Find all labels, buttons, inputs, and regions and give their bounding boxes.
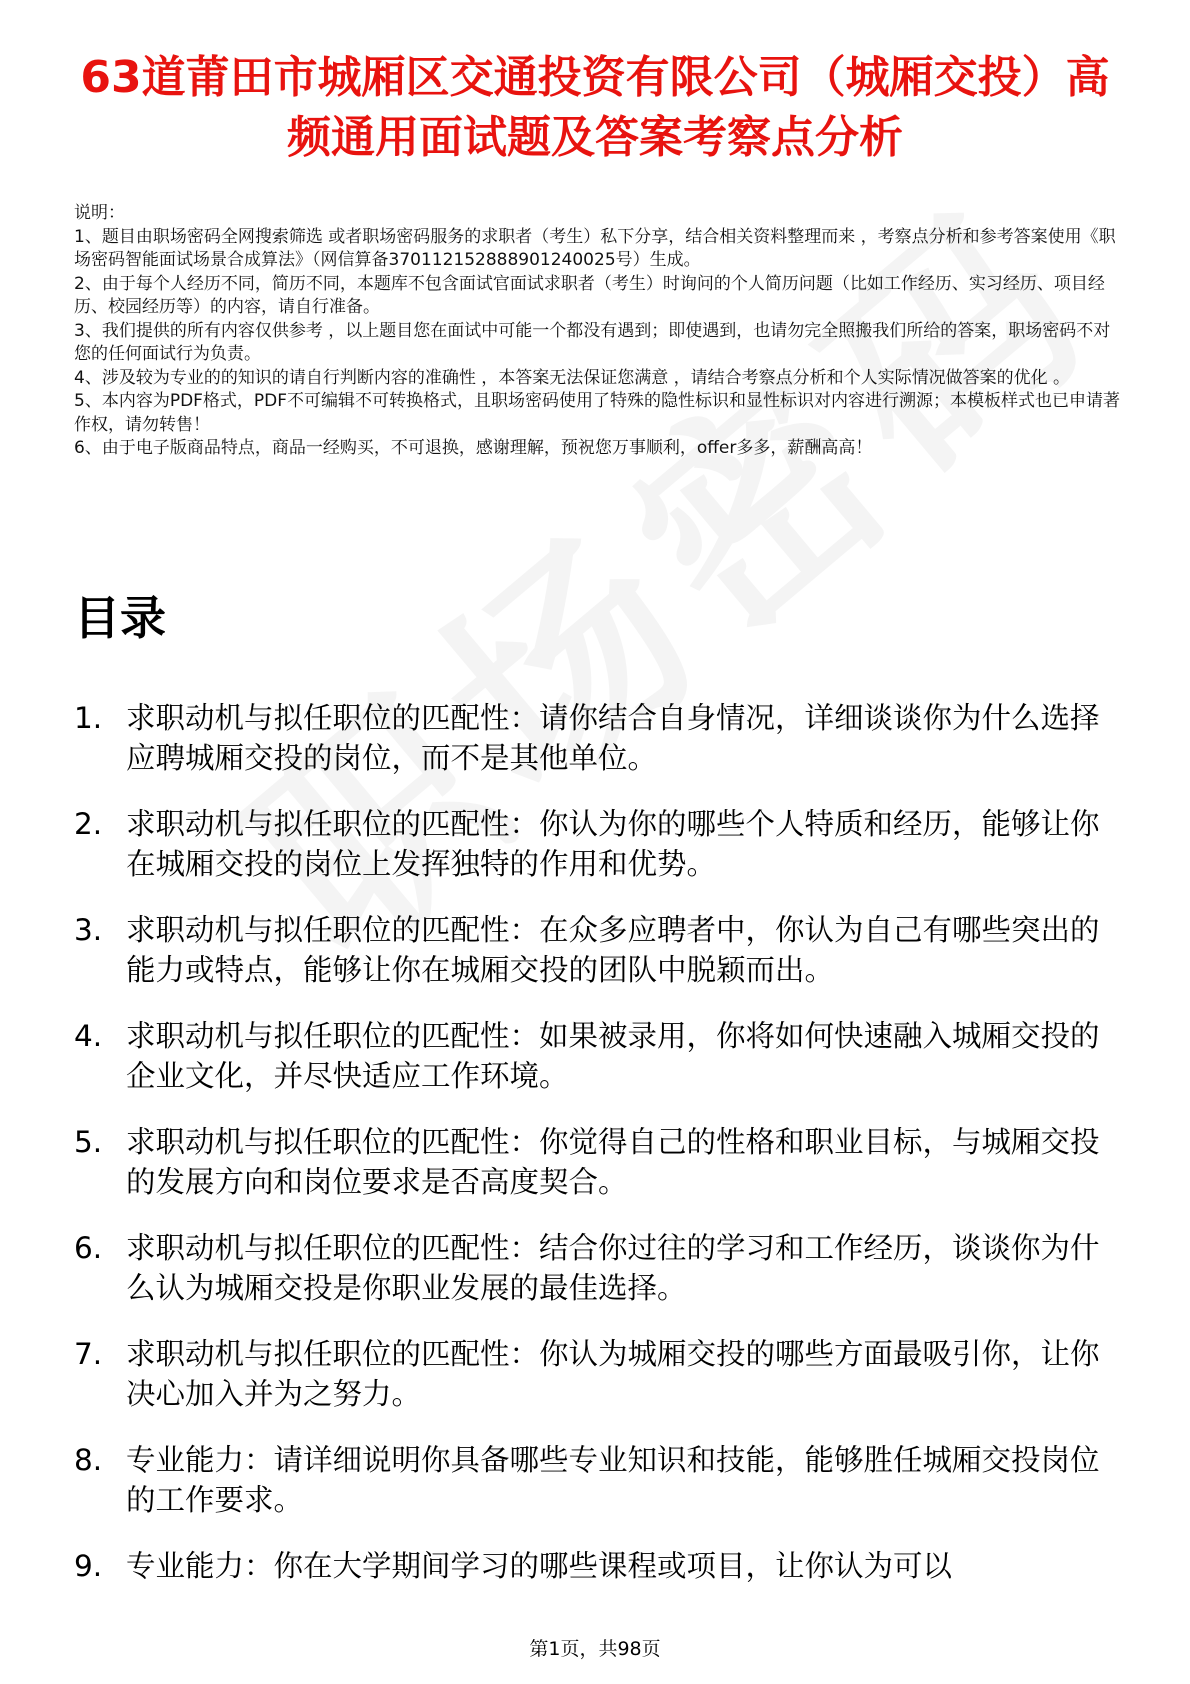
- toc-item-text: 求职动机与拟任职位的匹配性：你认为城厢交投的哪些方面最吸引你，让你决心加入并为之努力。: [126, 1337, 1100, 1411]
- toc-item-number: 7.: [74, 1337, 103, 1371]
- toc-heading: 目录: [74, 591, 166, 645]
- toc-item-number: 1.: [74, 701, 103, 735]
- page-footer: 第1页，共98页: [529, 1638, 661, 1660]
- toc-item-text: 专业能力：请详细说明你具备哪些专业知识和技能，能够胜任城厢交投岗位的工作要求。: [126, 1443, 1100, 1517]
- toc-item[interactable]: [74, 804, 1114, 884]
- toc-item[interactable]: [74, 1016, 1114, 1096]
- note-item: 5、本内容为PDF格式，PDF不可编辑不可转换格式，且职场密码使用了特殊的隐性标识和显性标识对内容进行溯源；本模板样式也已申请著作权，请勿转售！: [74, 391, 1121, 435]
- toc-item-text: 求职动机与拟任职位的匹配性：请你结合自身情况，详细谈谈你为什么选择应聘城厢交投的岗位，而不是其他单位。: [126, 701, 1100, 775]
- toc-item[interactable]: [74, 1228, 1114, 1308]
- toc-item-number: 8.: [74, 1443, 103, 1477]
- notes-section: [74, 202, 1124, 461]
- toc-item-text: 求职动机与拟任职位的匹配性：结合你过往的学习和工作经历，谈谈你为什么认为城厢交投是你职业发展的最佳选择。: [126, 1231, 1100, 1305]
- toc-item-text: 求职动机与拟任职位的匹配性：你觉得自己的性格和职业目标，与城厢交投的发展方向和岗位要求是否高度契合。: [126, 1125, 1100, 1199]
- toc-item-number: 4.: [74, 1019, 103, 1053]
- toc-item[interactable]: [74, 1122, 1114, 1202]
- notes-heading: 说明：: [74, 203, 125, 223]
- note-item: 3、我们提供的所有内容仅供参考 ，以上题目您在面试中可能一个都没有遇到；即使遇到，也请勿完全照搬我们所给的答案，职场密码不对您的任何面试行为负责。: [74, 320, 1111, 364]
- toc-item[interactable]: [74, 1334, 1114, 1414]
- note-item: 4、涉及较为专业的的知识的请自行判断内容的准确性 ，本答案无法保证您满意 ，请结合考察点分析和个人实际情况做答案的优化 。: [74, 367, 1071, 388]
- toc-item[interactable]: [74, 910, 1114, 990]
- toc-item-number: 9.: [74, 1549, 103, 1583]
- toc-item[interactable]: [74, 698, 1114, 778]
- toc-item-number: 2.: [74, 807, 103, 841]
- toc-item-number: 5.: [74, 1125, 103, 1159]
- toc-item-text: 求职动机与拟任职位的匹配性：在众多应聘者中，你认为自己有哪些突出的能力或特点，能够让你在城厢交投的团队中脱颖而出。: [126, 913, 1100, 987]
- table-of-contents: [74, 698, 1114, 1612]
- note-item: 2、由于每个人经历不同，简历不同，本题库不包含面试官面试求职者（考生）时询问的个人简历问题（比如工作经历、实习经历、项目经历、校园经历等）的内容，请自行准备。: [74, 273, 1105, 317]
- toc-item-text: 求职动机与拟任职位的匹配性：如果被录用，你将如何快速融入城厢交投的企业文化，并尽快适应工作环境。: [126, 1019, 1100, 1093]
- toc-item[interactable]: [74, 1546, 1114, 1586]
- toc-item-text: 求职动机与拟任职位的匹配性：你认为你的哪些个人特质和经历，能够让你在城厢交投的岗位上发挥独特的作用和优势。: [126, 807, 1100, 881]
- toc-item-number: 6.: [74, 1231, 103, 1265]
- document-title: 63道莆田市城厢区交通投资有限公司（城厢交投）高频通用面试题及答案考察点分析: [80, 52, 1110, 163]
- toc-item-number: 3.: [74, 913, 103, 947]
- note-item: 1、题目由职场密码全网搜索筛选 或者职场密码服务的求职者（考生）私下分享，结合相关资料整理而来 ，考察点分析和参考答案使用《职场密码智能面试场景合成算法》（网信算备370112152888901240025号）生成。: [74, 226, 1116, 270]
- note-item: 6、由于电子版商品特点，商品一经购买，不可退换，感谢理解，预祝您万事顺利，offer多多，薪酬高高！: [74, 438, 873, 458]
- toc-item[interactable]: [74, 1440, 1114, 1520]
- toc-item-text: 专业能力：你在大学期间学习的哪些课程或项目，让你认为可以: [126, 1549, 953, 1583]
